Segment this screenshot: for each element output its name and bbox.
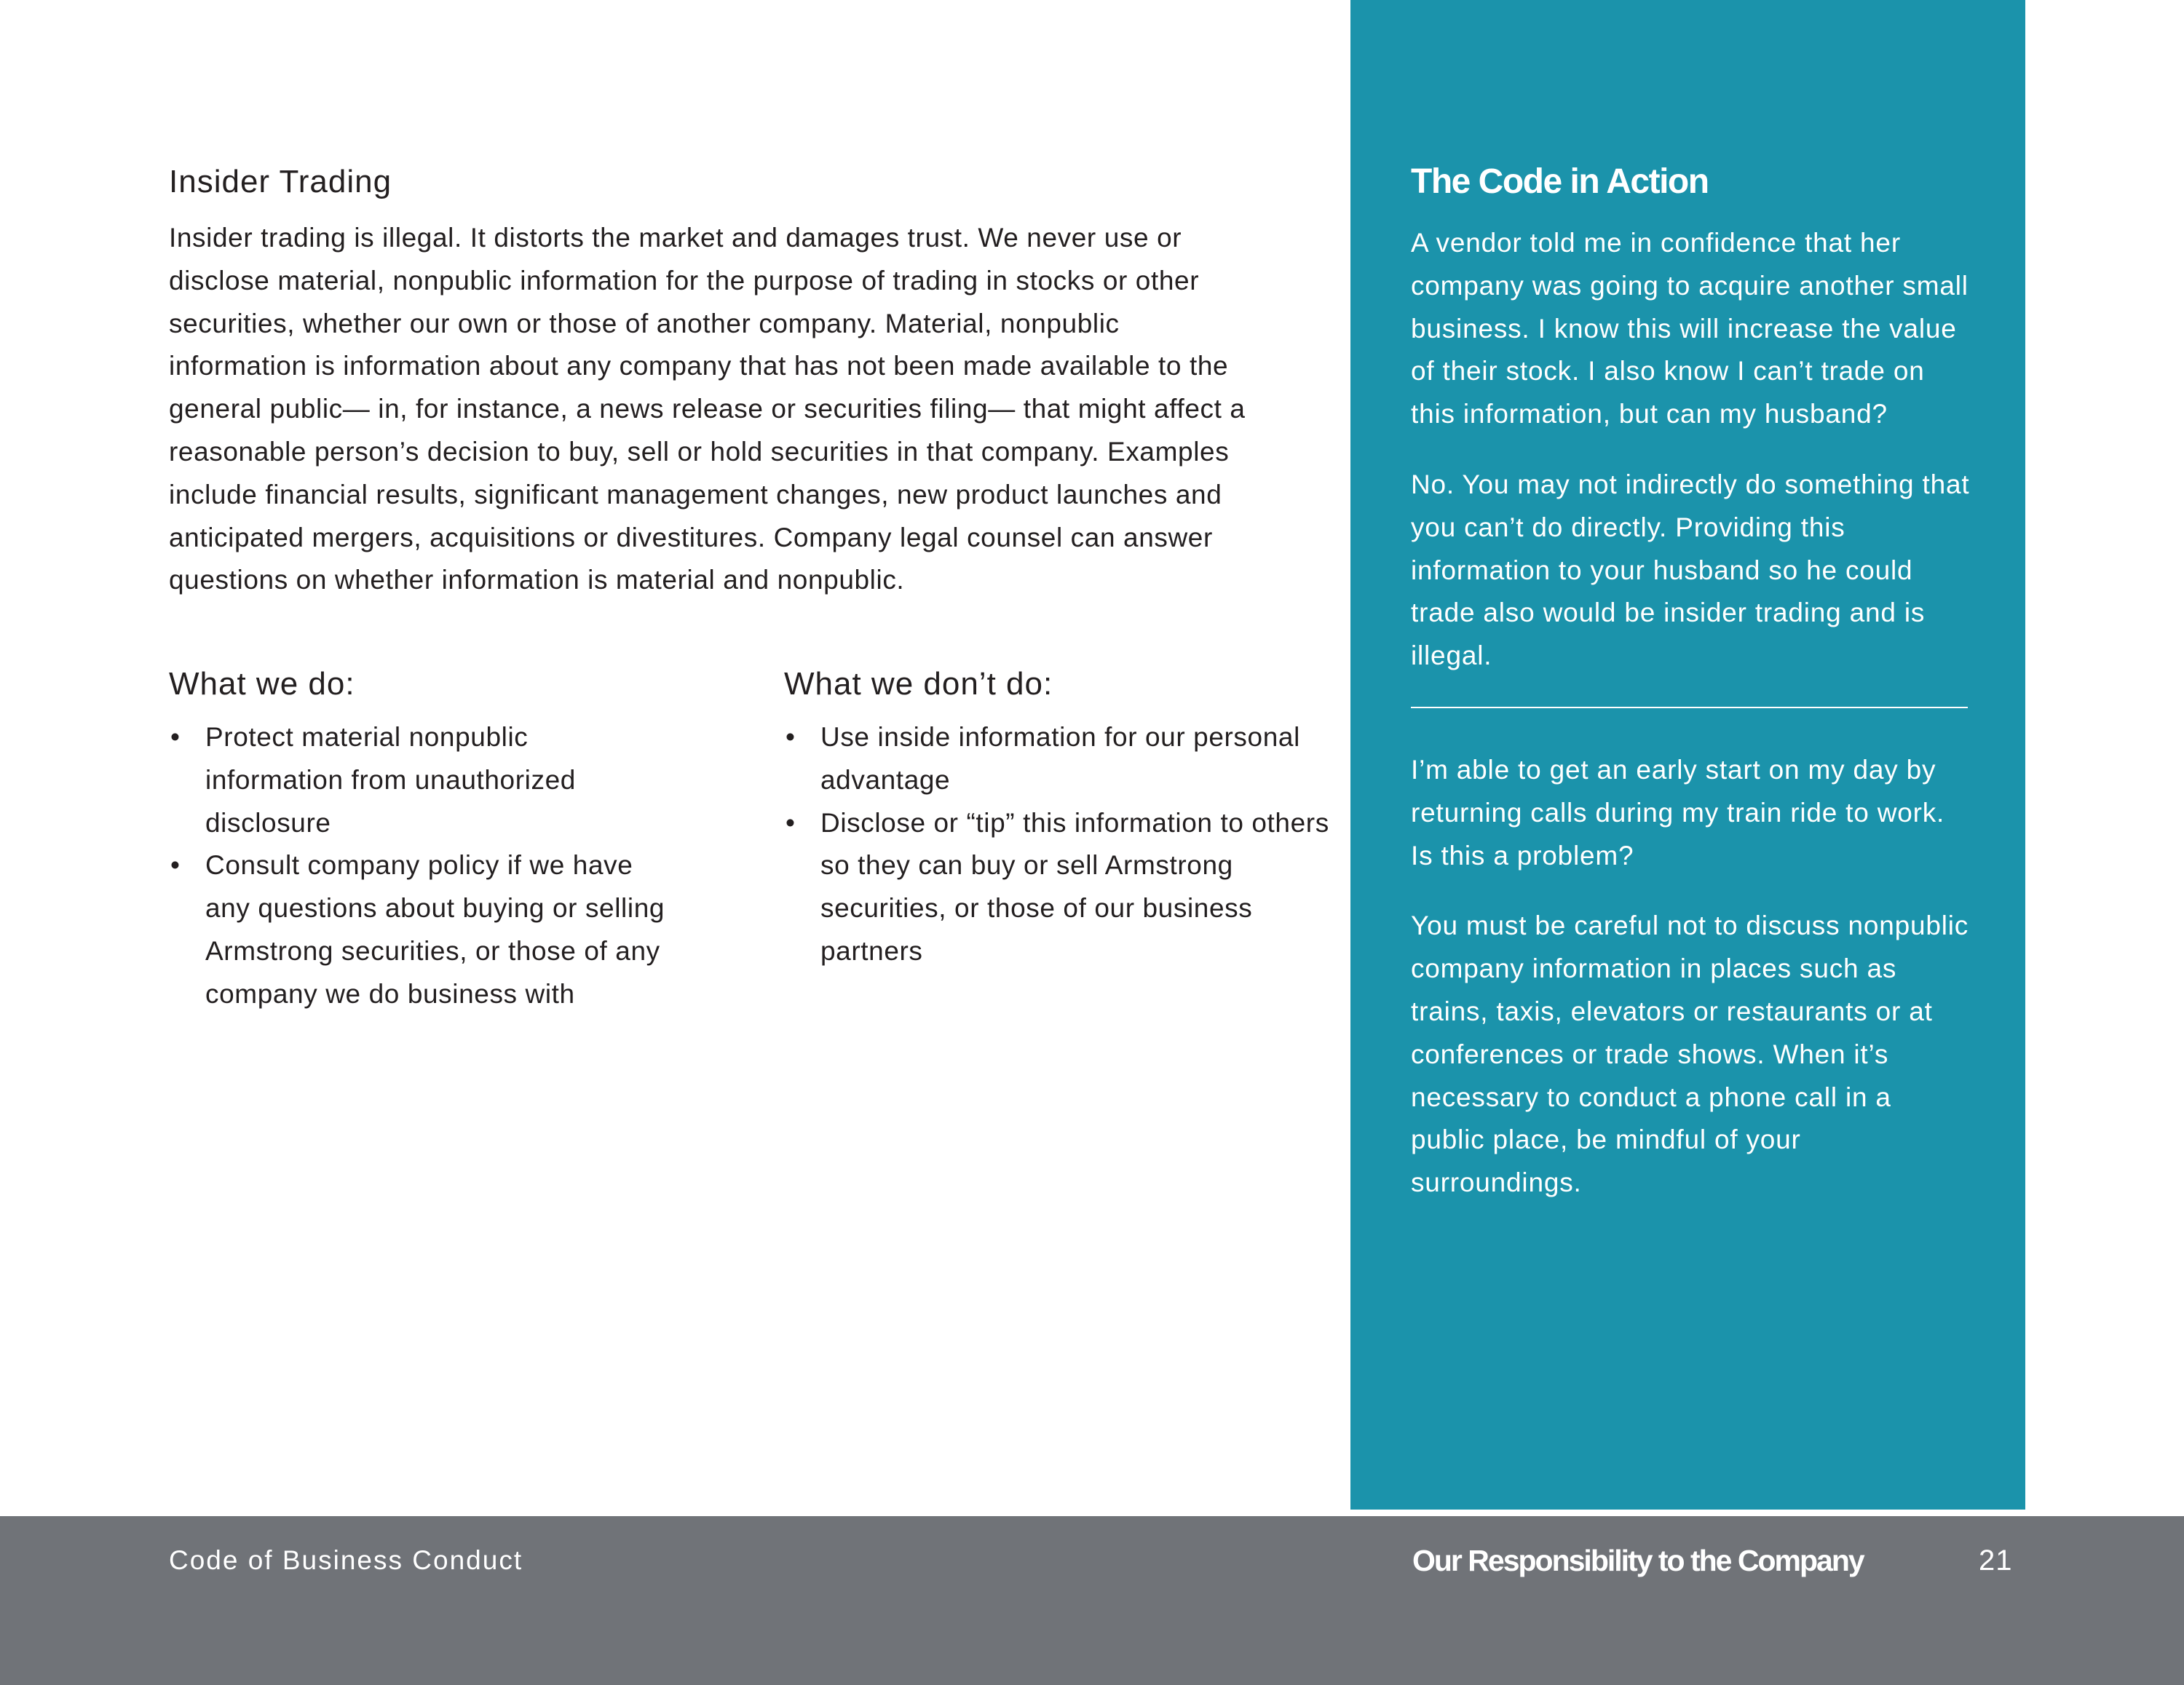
- sidebar-divider: [1411, 707, 1968, 708]
- list-item: [169, 844, 671, 1015]
- list-item-text: Use inside information for our personal advantage: [820, 722, 1300, 795]
- page-number: 21: [1979, 1545, 2013, 1577]
- sidebar-content: [1411, 156, 1971, 1232]
- bullet-icon: •: [786, 807, 796, 838]
- do-dont-section: [169, 662, 1329, 1070]
- question-1: A vendor told me in confidence that her company was going to acquire another small business. I know this will increase the value of their stock. I also know I can’t trade on this information, but can my husband?: [1411, 228, 1969, 429]
- list-item-text: Consult company policy if we have any questions about buying or selling Armstrong securities, or those of any company we do business with: [205, 850, 665, 1009]
- sidebar-title: The Code in Action: [1411, 162, 1709, 201]
- list-item: [784, 716, 1345, 802]
- what-we-do-list: [169, 716, 722, 1016]
- question-2: I’m able to get an early start on my day by returning calls during my train ride to work. Is this a problem?: [1411, 754, 1945, 871]
- what-we-do-heading: What we do:: [169, 666, 355, 702]
- main-column: [169, 160, 1290, 602]
- what-we-dont-do-column: [784, 662, 1337, 973]
- answer-1: No. You may not indirectly do something that you can’t do directly. Providing this information to your husband so he could trade also would be insider trading and is illegal.: [1411, 469, 1970, 671]
- intro-paragraph: Insider trading is illegal. It distorts the market and damages trust. We never use or disclose material, nonpublic information for the purpose of trading in stocks or other securities, whether our own or those of another company. Material, nonpublic information is information about any company that has not been made available to the general public— in, for instance, a news release or securities filing— that might affect a reasonable person’s decision to buy, sell or hold securities in that company. Examples include financial results, significant management changes, new product launches and anticipated mergers, acquisitions or divestitures. Company legal counsel can answer questions on whether information is material and nonpublic.: [169, 223, 1246, 595]
- what-we-do-column: [169, 662, 722, 1016]
- list-item-text: Protect material nonpublic information from unauthorized disclosure: [205, 722, 576, 838]
- list-item: [784, 802, 1345, 973]
- bullet-icon: •: [170, 722, 181, 752]
- answer-2: You must be careful not to discuss nonpublic company information in places such as trains, taxis, elevators or restaurants or at conferences or trade shows. When it’s necessary to conduct a phone call in a public place, be mindful of your surroundings.: [1411, 911, 1969, 1198]
- bullet-icon: •: [170, 850, 181, 881]
- bullet-icon: •: [786, 722, 796, 752]
- what-we-dont-do-heading: What we don’t do:: [784, 666, 1053, 702]
- list-item-text: Disclose or “tip” this information to others so they can buy or sell Armstrong securities, or those of our business partners: [820, 807, 1329, 966]
- section-title: Insider Trading: [169, 164, 392, 199]
- code-in-action-sidebar: [1350, 0, 2025, 1510]
- what-we-dont-do-list: [784, 716, 1337, 973]
- list-item: [169, 716, 671, 844]
- document-title: Code of Business Conduct: [169, 1545, 523, 1575]
- section-name: Our Responsibility to the Company: [1412, 1544, 1864, 1577]
- page-footer: [0, 1516, 2184, 1685]
